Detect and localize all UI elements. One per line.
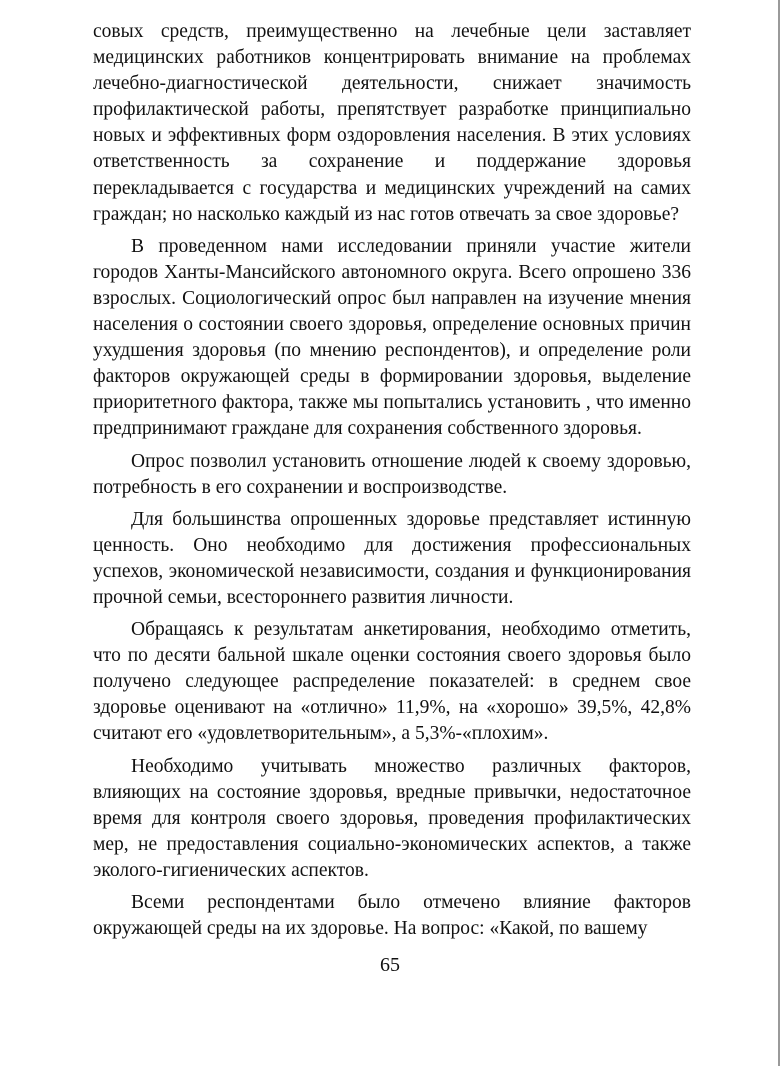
paragraph-4: Для большинства опрошенных здоровье представляет истинную ценность. Оно необходимо для достижения профессиональных успехов, экономической независимости, создания и функционирования прочной семьи, всестороннего развития личности. [93, 508, 691, 608]
paragraph-6: Необходимо учитывать множество различных факторов, влияющих на состояние здоровья, вредные привычки, недостаточное время для контроля своего здоровья, проведения профилактических мер, не предоставления социально-экономических аспектов, а также эколого-гигиенических аспектов. [93, 755, 691, 881]
page-number: 65 [380, 954, 400, 976]
paragraph-2: В проведенном нами исследовании приняли участие жители городов Ханты-Мансийского автономного округа. Всего опрошено 336 взрослых. Социологический опрос был направлен на изучение мнения населения о состоянии своего здоровья, определение основных причин ухудшения здоровья (по мнению респондентов), и определение роли факторов окружающей среды в формировании здоровья, выделение приоритетного фактора, также мы попытались установить , что именно предпринимают граждане для сохранения собственного здоровья. [93, 235, 691, 440]
paragraph-1: совых средств, преимущественно на лечебные цели заставляет медицинских работников концентрировать внимание на проблемах лечебно-диагностической деятельности, снижает значимость профилактической работы, препятствует разработке принципиально новых и эффективных форм оздоровления населения. В этих условиях ответственность за сохранение и поддержание здоровья перекладывается с государства и медицинских учреждений на самих граждан; но насколько каждый из нас готов отвечать за свое здоровье? [93, 21, 691, 225]
body-text [93, 19, 691, 948]
paragraph-7: Всеми респондентами было отмечено влияние факторов окружающей среды на их здоровье. На вопрос: «Какой, по вашему [93, 892, 691, 940]
paragraph-5: Обращаясь к результатам анкетирования, необходимо отметить, что по десяти бальной шкале оценки состояния своего здоровья было получено следующее распределение показателей: в среднем свое здоровье оценивают на «отлично» 11,9%, на «хорошо» 39,5%, 42,8% считают его «удовлетворительным», а 5,3%-«плохим». [93, 619, 691, 745]
paragraph-3: Опрос позволил установить отношение людей к своему здоровью, потребность в его сохранении и воспроизводстве. [93, 450, 691, 498]
